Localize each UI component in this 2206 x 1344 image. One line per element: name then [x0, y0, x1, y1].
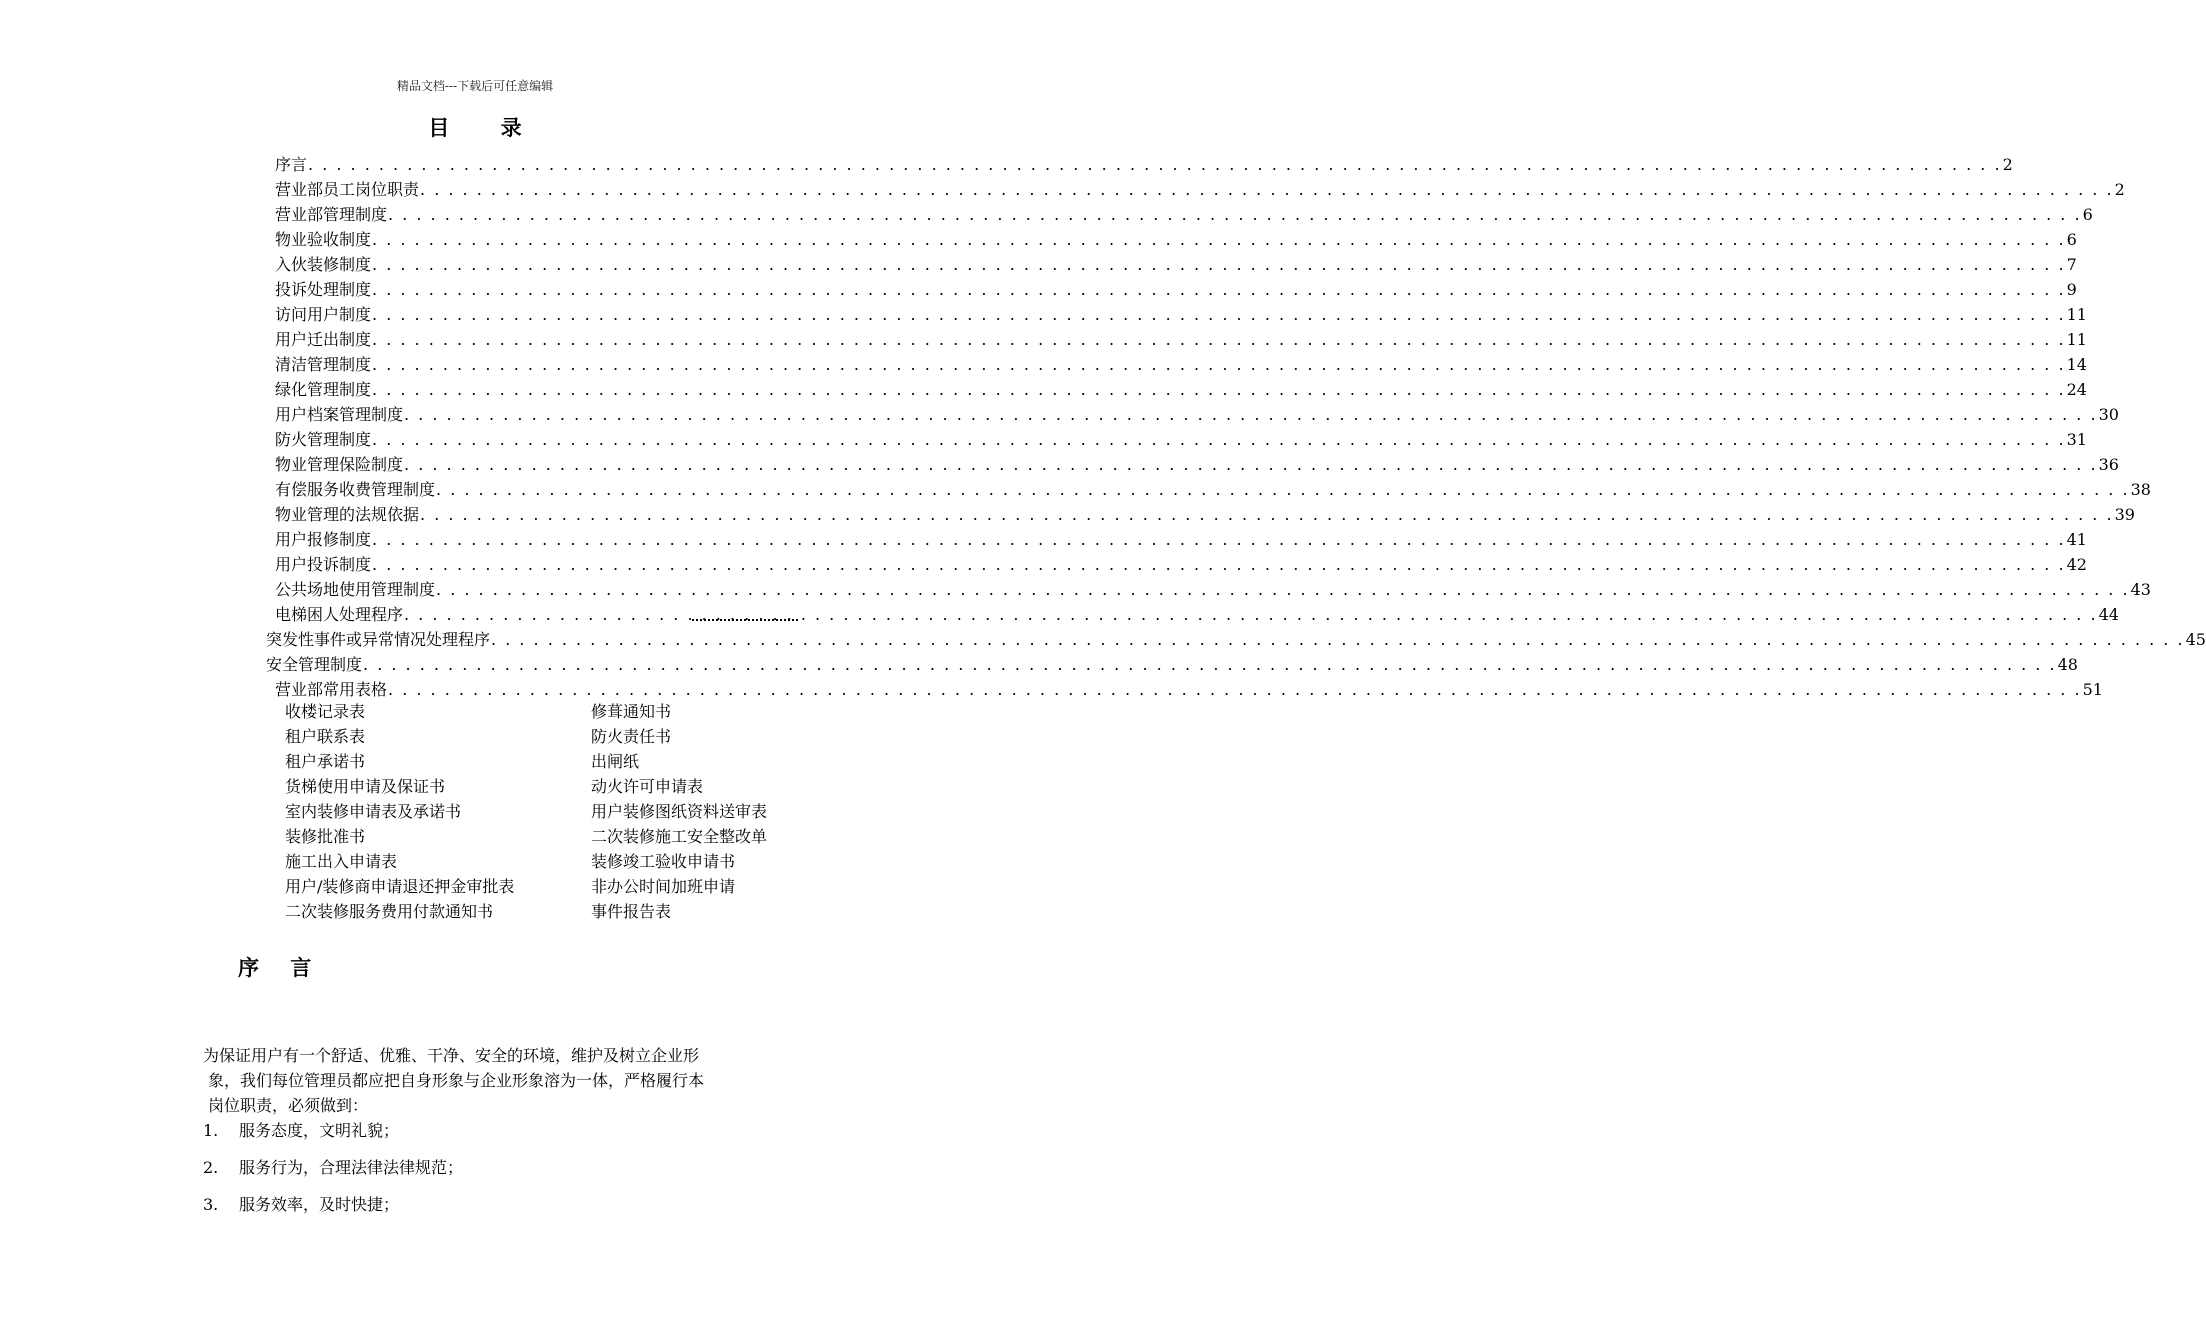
toc-entry-label: 有偿服务收费管理制度 [275, 480, 436, 499]
intro-line: 象，我们每位管理员都应把自身形象与企业形象溶为一体，严格履行本 [208, 1071, 705, 1090]
toc-dot-leader: . . . . . . . . . . . . . . . . . . . . . . . . . . . . . . . . . . . . . . . . . . . . . . . . . . . . . . . . . . . . . . . . . . . . . . . . . . . . . . . . . . . . . . . . . . . . . . . . . . . . . . . . . . . . . . . . . . . . . . . . [388, 205, 2082, 224]
toc-entry[interactable] [275, 377, 2087, 402]
toc-entry-label: 物业管理的法规依据 [275, 505, 420, 524]
toc-entry[interactable] [275, 227, 2077, 252]
toc-entry-label: 营业部管理制度 [275, 205, 388, 224]
form-item-left: 租户联系表 [285, 727, 366, 746]
toc-dot-leader: . . . . . . . . . . . . . . . . . . . . . . . . . . . . . . . . . . . . . . . . . . . . . . . . . . . . . . . . . . . . . . . . . . . . . . . . . . . . . . . . . . . . . . . . . . . . . . . . . . . . . . . . . . . . . . . . . . . . . . . . [372, 255, 2066, 274]
intro-line: 为保证用户有一个舒适、优雅、干净、安全的环境，维护及树立企业形 [203, 1046, 700, 1065]
toc-entry-page: 11 [2066, 305, 2087, 324]
toc-entry[interactable] [275, 252, 2077, 277]
toc-dot-leader: . . . . . . . . . . . . . . . . . . . . . . . . . . . . . . . . . . . . . . . . . . . . . . . . . . . . . . . . . . . . . . . . . . . . . . . . . . . . . . . . . . . . . . . . . . . . . . . . . . . . . . . . . . . . . . . . . . . . . . . . [491, 630, 2185, 649]
form-item-left: 室内装修申请表及承诺书 [285, 802, 462, 821]
toc-entry-label: 用户投诉制度 [275, 555, 372, 574]
list-item-text: 服务态度，文明礼貌； [239, 1121, 400, 1140]
toc-dot-leader: . . . . . . . . . . . . . . . . . . . . . . . . . . . . . . . . . . . . . . . . . . . . . . . . . . . . . . . . . . . . . . . . . . . . . . . . . . . . . . . . . . . . . . . . . . . . . . . . . . . . . . . . . . . . . . . . . . . . . . . . [308, 155, 2002, 174]
toc-entry-label: 用户报修制度 [275, 530, 372, 549]
toc-dot-leader: . . . . . . . . . . . . . . . . . . . . . . . . . . . . . . . . . . . . . . . . . . . . . . . . . . . . . . . . . . . . . . . . . . . . . . . . . . . . . . . . . . . . . . . . . . . . . . . . . . . . . . . . . . . . . . . . . . . . . . . . [420, 505, 2114, 524]
toc-entry-page: 7 [2066, 255, 2077, 274]
header-note: 精品文档---下载后可任意编辑 [396, 79, 554, 93]
toc-entry[interactable] [266, 627, 2206, 652]
form-item-right: 装修竣工验收申请书 [591, 852, 736, 871]
toc-dot-leader: . . . . . . . . . . . . . . . . . . . . . . . . . . . . . . . . . . . . . . . . . . . . . . . . . . . . . . . . . . . . . . . . . . . . . . . . . . . . . . . . . . . . . . . . . . . . . . . . . . . . . . . . . . . . . . . . . . . . . . . . [436, 580, 2130, 599]
form-item-right: 用户装修图纸资料送审表 [591, 802, 768, 821]
toc-entry[interactable] [266, 652, 2078, 677]
toc-entry-label: 安全管理制度 [266, 655, 363, 674]
toc-entry-page: 43 [2130, 580, 2151, 599]
toc-entry-label: 入伙装修制度 [275, 255, 372, 274]
toc-entry-page: 24 [2066, 380, 2087, 399]
list-item-number: 2. [203, 1158, 219, 1177]
toc-entry-label: 公共场地使用管理制度 [275, 580, 436, 599]
toc-entry-label: 突发性事件或异常情况处理程序 [266, 630, 491, 649]
toc-dot-leader: . . . . . . . . . . . . . . . . . . . . . . . . . . . . . . . . . . . . . . . . . . . . . . . . . . . . . . . . . . . . . . . . . . . . . . . . . . . . . . . . . . . . . . . . . . . . . . . . . . . . . . . . . . . . . . . . . . . . . . . . [404, 455, 2098, 474]
toc-entry-label: 营业部员工岗位职责 [275, 180, 420, 199]
toc-entry-page: 41 [2066, 530, 2087, 549]
toc-dot-leader: . . . . . . . . . . . . . . . . . . . . . . . . . . . . . . . . . . . . . . . . . . . . . . . . . . . . . . . . . . . . . . . . . . . . . . . . . . . . . . . . . . . . . . . . . . . . . . . . . . . . . . . . . . . . . . . . . . . . . . . . [372, 305, 2066, 324]
toc-entry[interactable] [275, 577, 2151, 602]
toc-entry-label: 绿化管理制度 [275, 380, 372, 399]
list-item [203, 1118, 399, 1143]
toc-dot-leader: . . . . . . . . . . . . . . . . . . . . . . . . . . . . . . . . . . . . . . . . . . . . . . . . . . . . . . . . . . . . . . . . . . . . . . . . . . . . . . . . . . . . . . . . . . . . . . . . . . . . . . . . . . . . . . . . . . . . . . . . [372, 555, 2066, 574]
toc-entry-label: 防火管理制度 [275, 430, 372, 449]
toc-entry[interactable] [275, 602, 2119, 627]
form-item-right: 事件报告表 [591, 902, 672, 921]
toc-entry[interactable] [275, 427, 2087, 452]
toc-entry[interactable] [275, 327, 2087, 352]
toc-dot-leader: . . . . . . . . . . . . . . . . . . . . . . . . . . . . . . . . . . . . . . . . . . . . . . . . . . . . . . . . . . . . . . . . . . . . . . . . . . . . . . . . . . . . . . . . . . . . . . . . . . . . . . . . . . . . . . . . . . . . . . . . [372, 355, 2066, 374]
toc-entry-page: 48 [2057, 655, 2078, 674]
toc-dot-leader: . . . . . . . . . . . . . . . . . . . . . . . . . . . . . . . . . . . . . . . . . . . . . . . . . . . . . . . . . . . . . . . . . . . . . . . . . . . . . . . . . . . . . . . . . . . . . . . . . . . . . . . . . . . . . . . . . . . . . . . . [363, 655, 2057, 674]
toc-dot-leader: . . . . . . . . . . . . . . . . . . . . . . . . . . . . . . . . . . . . . . . . . . . . . . . . . . . . . . . . . . . . . . . . . . . . . . . . . . . . . . . . . . . . . . . . . . . . . . . . . . . . . . . . . . . . . . . . . . . . . . . . [372, 230, 2066, 249]
form-item-right: 修葺通知书 [591, 702, 672, 721]
toc-entry-label: 投诉处理制度 [275, 280, 372, 299]
toc-entry[interactable] [275, 452, 2119, 477]
stray-dot-leader [692, 618, 798, 621]
form-item-left: 租户承诺书 [285, 752, 366, 771]
toc-dot-leader: . . . . . . . . . . . . . . . . . . . . . . . . . . . . . . . . . . . . . . . . . . . . . . . . . . . . . . . . . . . . . . . . . . . . . . . . . . . . . . . . . . . . . . . . . . . . . . . . . . . . . . . . . . . . . . . . . . . . . . . . [420, 180, 2114, 199]
form-item-left: 货梯使用申请及保证书 [285, 777, 446, 796]
toc-entry-label: 用户迁出制度 [275, 330, 372, 349]
toc-entry[interactable] [275, 552, 2087, 577]
toc-title: 目 录 [428, 115, 544, 140]
form-item-right: 出闸纸 [591, 752, 640, 771]
toc-entry-page: 30 [2098, 405, 2119, 424]
list-item-text: 服务行为，合理法律法律规范； [239, 1158, 464, 1177]
intro-line: 岗位职责，必须做到： [208, 1096, 369, 1115]
form-item-right: 非办公时间加班申请 [591, 877, 736, 896]
toc-dot-leader: . . . . . . . . . . . . . . . . . . . . . . . . . . . . . . . . . . . . . . . . . . . . . . . . . . . . . . . . . . . . . . . . . . . . . . . . . . . . . . . . . . . . . . . . . . . . . . . . . . . . . . . . . . . . . . . . . . . . . . . . [372, 280, 2066, 299]
form-item-right: 动火许可申请表 [591, 777, 704, 796]
toc-entry[interactable] [275, 177, 2125, 202]
form-item-right: 二次装修施工安全整改单 [591, 827, 768, 846]
toc-entry-page: 14 [2066, 355, 2087, 374]
form-item-right: 防火责任书 [591, 727, 672, 746]
toc-dot-leader: . . . . . . . . . . . . . . . . . . . . . . . . . . . . . . . . . . . . . . . . . . . . . . . . . . . . . . . . . . . . . . . . . . . . . . . . . . . . . . . . . . . . . . . . . . . . . . . . . . . . . . . . . . . . . . . . . . . . . . . . [372, 330, 2066, 349]
toc-entry-label: 营业部常用表格 [275, 680, 388, 699]
toc-entry-label: 物业管理保险制度 [275, 455, 404, 474]
list-item [203, 1155, 463, 1180]
toc-entry-label: 序言 [275, 155, 308, 174]
toc-dot-leader: . . . . . . . . . . . . . . . . . . . . . . . . . . . . . . . . . . . . . . . . . . . . . . . . . . . . . . . . . . . . . . . . . . . . . . . . . . . . . . . . . . . . . . . . . . . . . . . . . . . . . . . . . . . . . . . . . . . . . . . . [404, 405, 2098, 424]
toc-entry-page: 45 [2185, 630, 2206, 649]
form-item-left: 收楼记录表 [285, 702, 366, 721]
toc-entry-page: 6 [2082, 205, 2093, 224]
toc-entry-page: 6 [2066, 230, 2077, 249]
toc-entry[interactable] [275, 302, 2087, 327]
toc-entry-page: 31 [2066, 430, 2087, 449]
toc-entry-label: 电梯困人处理程序 [275, 605, 404, 624]
toc-dot-leader: . . . . . . . . . . . . . . . . . . . . . . . . . . . . . . . . . . . . . . . . . . . . . . . . . . . . . . . . . . . . . . . . . . . . . . . . . . . . . . . . . . . . . . . . . . . . . . . . . . . . . . . . . . . . . . . . . . . . . . . . [404, 605, 2098, 624]
toc-entry[interactable] [275, 152, 2013, 177]
list-item-text: 服务效率，及时快捷； [239, 1195, 400, 1214]
toc-entry-page: 39 [2114, 505, 2135, 524]
toc-entry-label: 用户档案管理制度 [275, 405, 404, 424]
toc-entry-page: 42 [2066, 555, 2087, 574]
toc-entry[interactable] [275, 277, 2077, 302]
toc-entry-label: 清洁管理制度 [275, 355, 372, 374]
toc-dot-leader: . . . . . . . . . . . . . . . . . . . . . . . . . . . . . . . . . . . . . . . . . . . . . . . . . . . . . . . . . . . . . . . . . . . . . . . . . . . . . . . . . . . . . . . . . . . . . . . . . . . . . . . . . . . . . . . . . . . . . . . . [372, 530, 2066, 549]
toc-entry-label: 物业验收制度 [275, 230, 372, 249]
toc-entry[interactable] [275, 352, 2087, 377]
list-item-number: 1. [203, 1121, 219, 1140]
form-item-left: 施工出入申请表 [285, 852, 398, 871]
toc-entry-page: 11 [2066, 330, 2087, 349]
form-item-left: 装修批准书 [285, 827, 366, 846]
form-item-left: 用户/装修商申请退还押金审批表 [285, 877, 515, 896]
toc-entry-page: 36 [2098, 455, 2119, 474]
toc-entry[interactable] [275, 477, 2151, 502]
toc-entry-label: 访问用户制度 [275, 305, 372, 324]
toc-entry-page: 44 [2098, 605, 2119, 624]
toc-entry-page: 2 [2002, 155, 2013, 174]
toc-dot-leader: . . . . . . . . . . . . . . . . . . . . . . . . . . . . . . . . . . . . . . . . . . . . . . . . . . . . . . . . . . . . . . . . . . . . . . . . . . . . . . . . . . . . . . . . . . . . . . . . . . . . . . . . . . . . . . . . . . . . . . . . [436, 480, 2130, 499]
list-item-number: 3. [203, 1195, 219, 1214]
toc-entry-page: 2 [2114, 180, 2125, 199]
toc-entry-page: 9 [2066, 280, 2077, 299]
toc-entry-page: 51 [2082, 680, 2103, 699]
toc-entry[interactable] [275, 502, 2135, 527]
toc-entry[interactable] [275, 527, 2087, 552]
form-item-left: 二次装修服务费用付款通知书 [285, 902, 494, 921]
toc-entry[interactable] [275, 202, 2093, 227]
toc-dot-leader: . . . . . . . . . . . . . . . . . . . . . . . . . . . . . . . . . . . . . . . . . . . . . . . . . . . . . . . . . . . . . . . . . . . . . . . . . . . . . . . . . . . . . . . . . . . . . . . . . . . . . . . . . . . . . . . . . . . . . . . . [388, 680, 2082, 699]
preface-title: 序 言 [238, 955, 324, 980]
toc-dot-leader: . . . . . . . . . . . . . . . . . . . . . . . . . . . . . . . . . . . . . . . . . . . . . . . . . . . . . . . . . . . . . . . . . . . . . . . . . . . . . . . . . . . . . . . . . . . . . . . . . . . . . . . . . . . . . . . . . . . . . . . . [372, 380, 2066, 399]
list-item [203, 1192, 399, 1217]
preface-intro [203, 1043, 823, 1118]
toc-entry[interactable] [275, 402, 2119, 427]
toc-entry-page: 38 [2130, 480, 2151, 499]
toc-dot-leader: . . . . . . . . . . . . . . . . . . . . . . . . . . . . . . . . . . . . . . . . . . . . . . . . . . . . . . . . . . . . . . . . . . . . . . . . . . . . . . . . . . . . . . . . . . . . . . . . . . . . . . . . . . . . . . . . . . . . . . . . [372, 430, 2066, 449]
